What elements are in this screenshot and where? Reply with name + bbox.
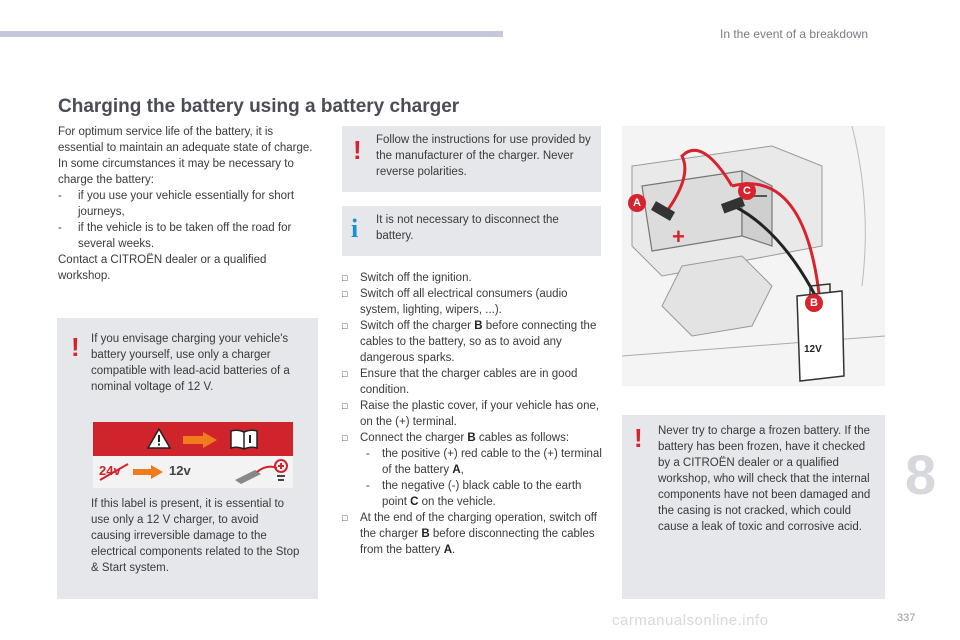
intro-paragraph-1: For optimum service life of the battery, it is essential to maintain an adequate state of charge. — [58, 126, 313, 154]
step-bullet-icon: □ — [342, 513, 348, 523]
intro-bullet-list — [58, 188, 320, 252]
reference-letter: A — [452, 464, 461, 476]
intro-paragraph-2: In some circumstances it may be necessary to charge the battery: — [58, 158, 294, 186]
watermark: carmanualsonline.info — [612, 612, 769, 629]
section-title: In the event of a breakdown — [720, 27, 869, 41]
procedure-step-text: Connect the charger B cables as follows: — [360, 432, 570, 444]
warning-exclamation-icon: ! — [634, 423, 643, 453]
callout-b: B — [805, 294, 823, 312]
manual-book-icon — [229, 428, 259, 455]
label-12v: 12v — [169, 463, 191, 478]
procedure-step — [342, 366, 602, 398]
step-bullet-icon: □ — [342, 433, 348, 443]
battery-clamp-icon — [233, 458, 291, 491]
arrow-icon — [183, 432, 217, 453]
procedure-step — [342, 510, 602, 558]
warning-exclamation-icon: ! — [353, 135, 362, 165]
warning-left-text: If you envisage charging your vehicle's battery yourself, use only a charger compatible with lead-acid batteries of a nominal voltage of 12 V. — [91, 333, 290, 393]
procedure-step — [342, 270, 602, 286]
intro-paragraph-3: Contact a CITROËN dealer or a qualified workshop. — [58, 254, 267, 282]
procedure-step-text: At the end of the charging operation, switch off the charger B before disconnecting the cables from the battery A. — [360, 512, 597, 556]
procedure-step — [342, 286, 602, 318]
callout-c: C — [738, 182, 756, 200]
reference-letter: C — [410, 496, 419, 508]
page-title: Charging the battery using a battery charger — [58, 96, 460, 117]
plus-sign: + — [672, 224, 685, 249]
crossed-out-icon — [98, 462, 130, 487]
warning-box-right — [622, 415, 885, 599]
procedure-step — [342, 430, 602, 510]
header-bar — [0, 31, 503, 37]
warning-triangle-icon — [147, 428, 171, 454]
list-item: - if the vehicle is to be taken off the road for several weeks. — [58, 222, 292, 250]
step-bullet-icon: □ — [342, 369, 348, 379]
step-bullet-icon: □ — [342, 273, 348, 283]
reference-letter: B — [474, 320, 483, 332]
info-mid-text: It is not necessary to disconnect the battery. — [376, 214, 559, 242]
procedure-step-text: Switch off the charger B before connecting the cables to the battery, so as to avoid any dangerous sparks. — [360, 320, 597, 364]
procedure-step-text: Switch off all electrical consumers (audio system, lighting, wipers, ...). — [360, 288, 568, 316]
procedure-step-text: Raise the plastic cover, if your vehicle has one, on the (+) terminal. — [360, 400, 600, 428]
info-icon: i — [351, 214, 359, 243]
warning-box-left — [57, 318, 318, 599]
page-number: 337 — [897, 612, 916, 624]
procedure-substep: - the positive (+) red cable to the (+) terminal of the battery A, — [366, 448, 602, 476]
engine-bay-drawing — [622, 126, 885, 386]
reference-letter: A — [443, 544, 453, 556]
callout-a: A — [628, 194, 646, 212]
chapter-number: 8 — [905, 443, 937, 506]
arrow-icon — [133, 465, 163, 484]
procedure-step — [342, 318, 602, 366]
battery-charging-illustration — [622, 126, 885, 386]
label-explanation-text: If this label is present, it is essential to use only a 12 V charger, to avoid causing irreversible damage to the electrical components related to the Stop & Start system. — [91, 498, 300, 574]
intro-block — [58, 124, 320, 284]
charger-12v-label: 12V — [804, 344, 822, 355]
step-bullet-icon: □ — [342, 289, 348, 299]
warning-exclamation-icon: ! — [71, 332, 80, 362]
warning-mid-text: Follow the instructions for use provided by the manufacturer of the charger. Never reverse polarities. — [376, 134, 591, 178]
label-24v: 24v — [99, 463, 121, 478]
warning-box-mid — [342, 126, 601, 192]
step-bullet-icon: □ — [342, 321, 348, 331]
step-bullet-icon: □ — [342, 401, 348, 411]
procedure-step-text: Switch off the ignition. — [360, 272, 472, 284]
procedure-step — [342, 398, 602, 430]
warning-right-text: Never try to charge a frozen battery. If the battery has been frozen, have it checked by a CITROËN dealer or a qualified workshop, who will check that the internal components have not been damaged and the casing is not cracked, which could cause a leak of toxic and corrosive acid. — [658, 425, 871, 533]
procedure-step-text: Ensure that the charger cables are in good condition. — [360, 368, 578, 396]
reference-letter: B — [421, 528, 430, 540]
reference-letter: B — [467, 432, 476, 444]
stop-start-label-image — [93, 422, 293, 488]
info-box-mid — [342, 206, 601, 256]
procedure-substep: - the negative (-) black cable to the earth point C on the vehicle. — [366, 480, 582, 508]
list-item: - if you use your vehicle essentially for short journeys, — [58, 190, 295, 218]
procedure-substep-list — [360, 446, 602, 510]
procedure-step-list — [342, 270, 602, 558]
